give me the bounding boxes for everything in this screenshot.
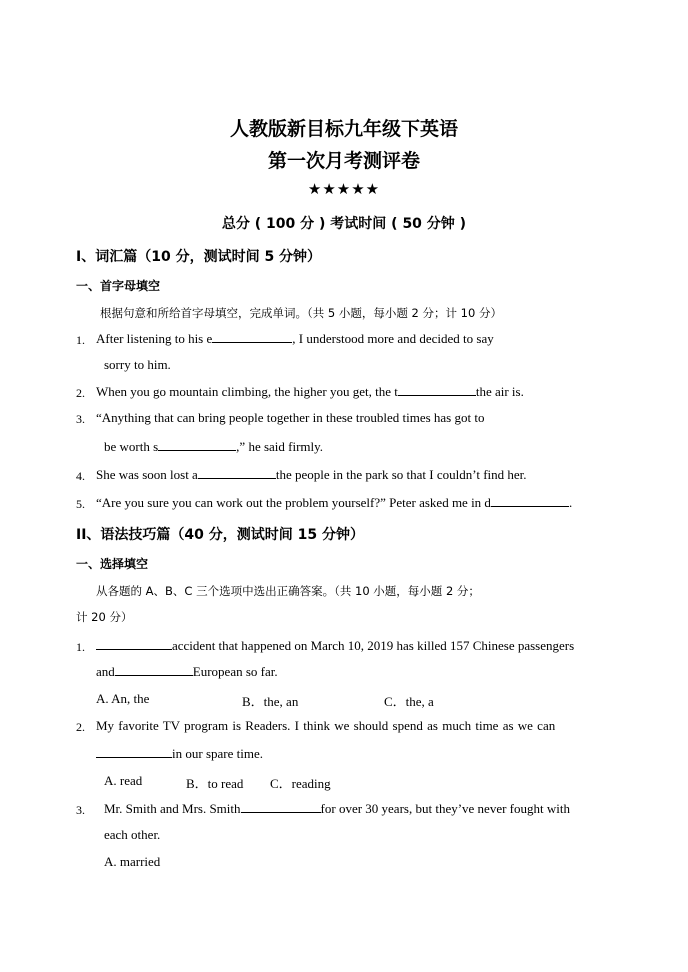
score-time-line: 总分 ( 100 分 ) 考试时间 ( 50 分钟 )	[221, 216, 467, 232]
s2-q1-text-c: European so far.	[192, 664, 278, 679]
section-2-part-heading: 一、选择填空	[76, 557, 149, 571]
s2-q1-text-b: and	[96, 664, 115, 679]
s1-q2-line1	[96, 384, 524, 400]
s2-q3-line1	[104, 801, 570, 817]
s1-q4-text-a: She was soon lost a	[96, 467, 198, 482]
answer-blank[interactable]	[96, 638, 172, 650]
s2-q3-line2: each other.	[104, 827, 161, 842]
s2-q1-option-a[interactable]: A. An, the	[96, 691, 150, 706]
section-1-heading: I、词汇篇（10 分，测试时间 5 分钟）	[76, 249, 322, 265]
s2-q3-text-a: Mr. Smith and Mrs. Smith	[104, 801, 241, 816]
s1-q3-text-c: ,” he said firmly.	[236, 439, 324, 454]
s1-q5-text-a: “Are you sure you can work out the problem yourself?” Peter asked me in d	[96, 495, 491, 510]
s2-q2-option-b[interactable]: B．to read	[186, 776, 244, 791]
section-2-instruction-line-1: 从各题的 A、B、C 三个选项中选出正确答案。（共 10 小题，每小题 2 分；	[96, 584, 480, 598]
section-1-instruction: 根据句意和所给首字母填空，完成单词。（共 5 小题，每小题 2 分；计 10 分）	[100, 306, 502, 320]
answer-blank[interactable]	[96, 746, 172, 758]
s1-q1-line2: sorry to him.	[104, 357, 171, 372]
answer-blank[interactable]	[115, 664, 193, 676]
section-1-part-heading: 一、首字母填空	[76, 279, 161, 293]
s2-q2-option-a[interactable]: A. read	[104, 773, 143, 788]
s1-q1-line1	[96, 331, 494, 347]
title-line-2: 第一次月考测评卷	[267, 150, 420, 172]
s1-q3-line2	[104, 439, 323, 455]
s1-q5-text-b: .	[568, 495, 573, 510]
section-2-heading: II、语法技巧篇（40 分，测试时间 15 分钟）	[76, 527, 365, 543]
s2-q1-text-a: accident that happened on March 10, 2019 has killed 157 Chinese passengers	[172, 638, 575, 653]
s1-q2-text-a: When you go mountain climbing, the higher you get, the t	[96, 384, 398, 399]
s2-q2-text-b: in our spare time.	[172, 746, 263, 761]
s2-q2-number: 2.	[76, 720, 85, 734]
s2-q1-line2	[96, 664, 278, 680]
s1-q5-number: 5.	[76, 497, 85, 511]
answer-blank[interactable]	[198, 467, 276, 479]
s2-q1-option-c[interactable]: C．the, a	[384, 694, 434, 709]
s1-q3-line1: “Anything that can bring people together in these troubled times has got to	[96, 410, 485, 425]
s2-q2-option-c[interactable]: C．reading	[270, 776, 331, 791]
s1-q2-text-b: the air is.	[475, 384, 524, 399]
s2-q1-option-b[interactable]: B．the, an	[242, 694, 299, 709]
s2-q1-line1	[96, 638, 574, 654]
section-2-instruction-line-2: 计 20 分）	[76, 610, 133, 624]
s1-q2-number: 2.	[76, 386, 85, 400]
s1-q4-text-b: the people in the park so that I couldn’t find her.	[275, 467, 527, 482]
s1-q5-line1	[96, 495, 572, 511]
s2-q3-option-a[interactable]: A. married	[104, 854, 161, 869]
s1-q3-text-b: be worth s	[104, 439, 159, 454]
title-line-1: 人教版新目标九年级下英语	[229, 118, 458, 140]
s1-q3-number: 3.	[76, 412, 85, 426]
s2-q2-line1: My favorite TV program is Readers. I think we should spend as much time as we can	[96, 718, 556, 733]
answer-blank[interactable]	[241, 801, 321, 813]
s1-q4-line1	[96, 467, 527, 483]
s2-q1-number: 1.	[76, 640, 85, 654]
answer-blank[interactable]	[158, 439, 236, 451]
s1-q1-text-a: After listening to his e	[96, 331, 213, 346]
answer-blank[interactable]	[491, 495, 569, 507]
answer-blank[interactable]	[398, 384, 476, 396]
answer-blank[interactable]	[212, 331, 292, 343]
s1-q4-number: 4.	[76, 469, 85, 483]
s1-q1-text-b: , I understood more and decided to say	[292, 331, 494, 346]
rating-stars: ★★★★★	[307, 182, 381, 198]
s2-q3-number: 3.	[76, 803, 85, 817]
s1-q1-number: 1.	[76, 333, 85, 347]
s2-q3-text-b: for over 30 years, but they’ve never fought with	[320, 801, 570, 816]
s2-q2-line2	[96, 746, 263, 762]
